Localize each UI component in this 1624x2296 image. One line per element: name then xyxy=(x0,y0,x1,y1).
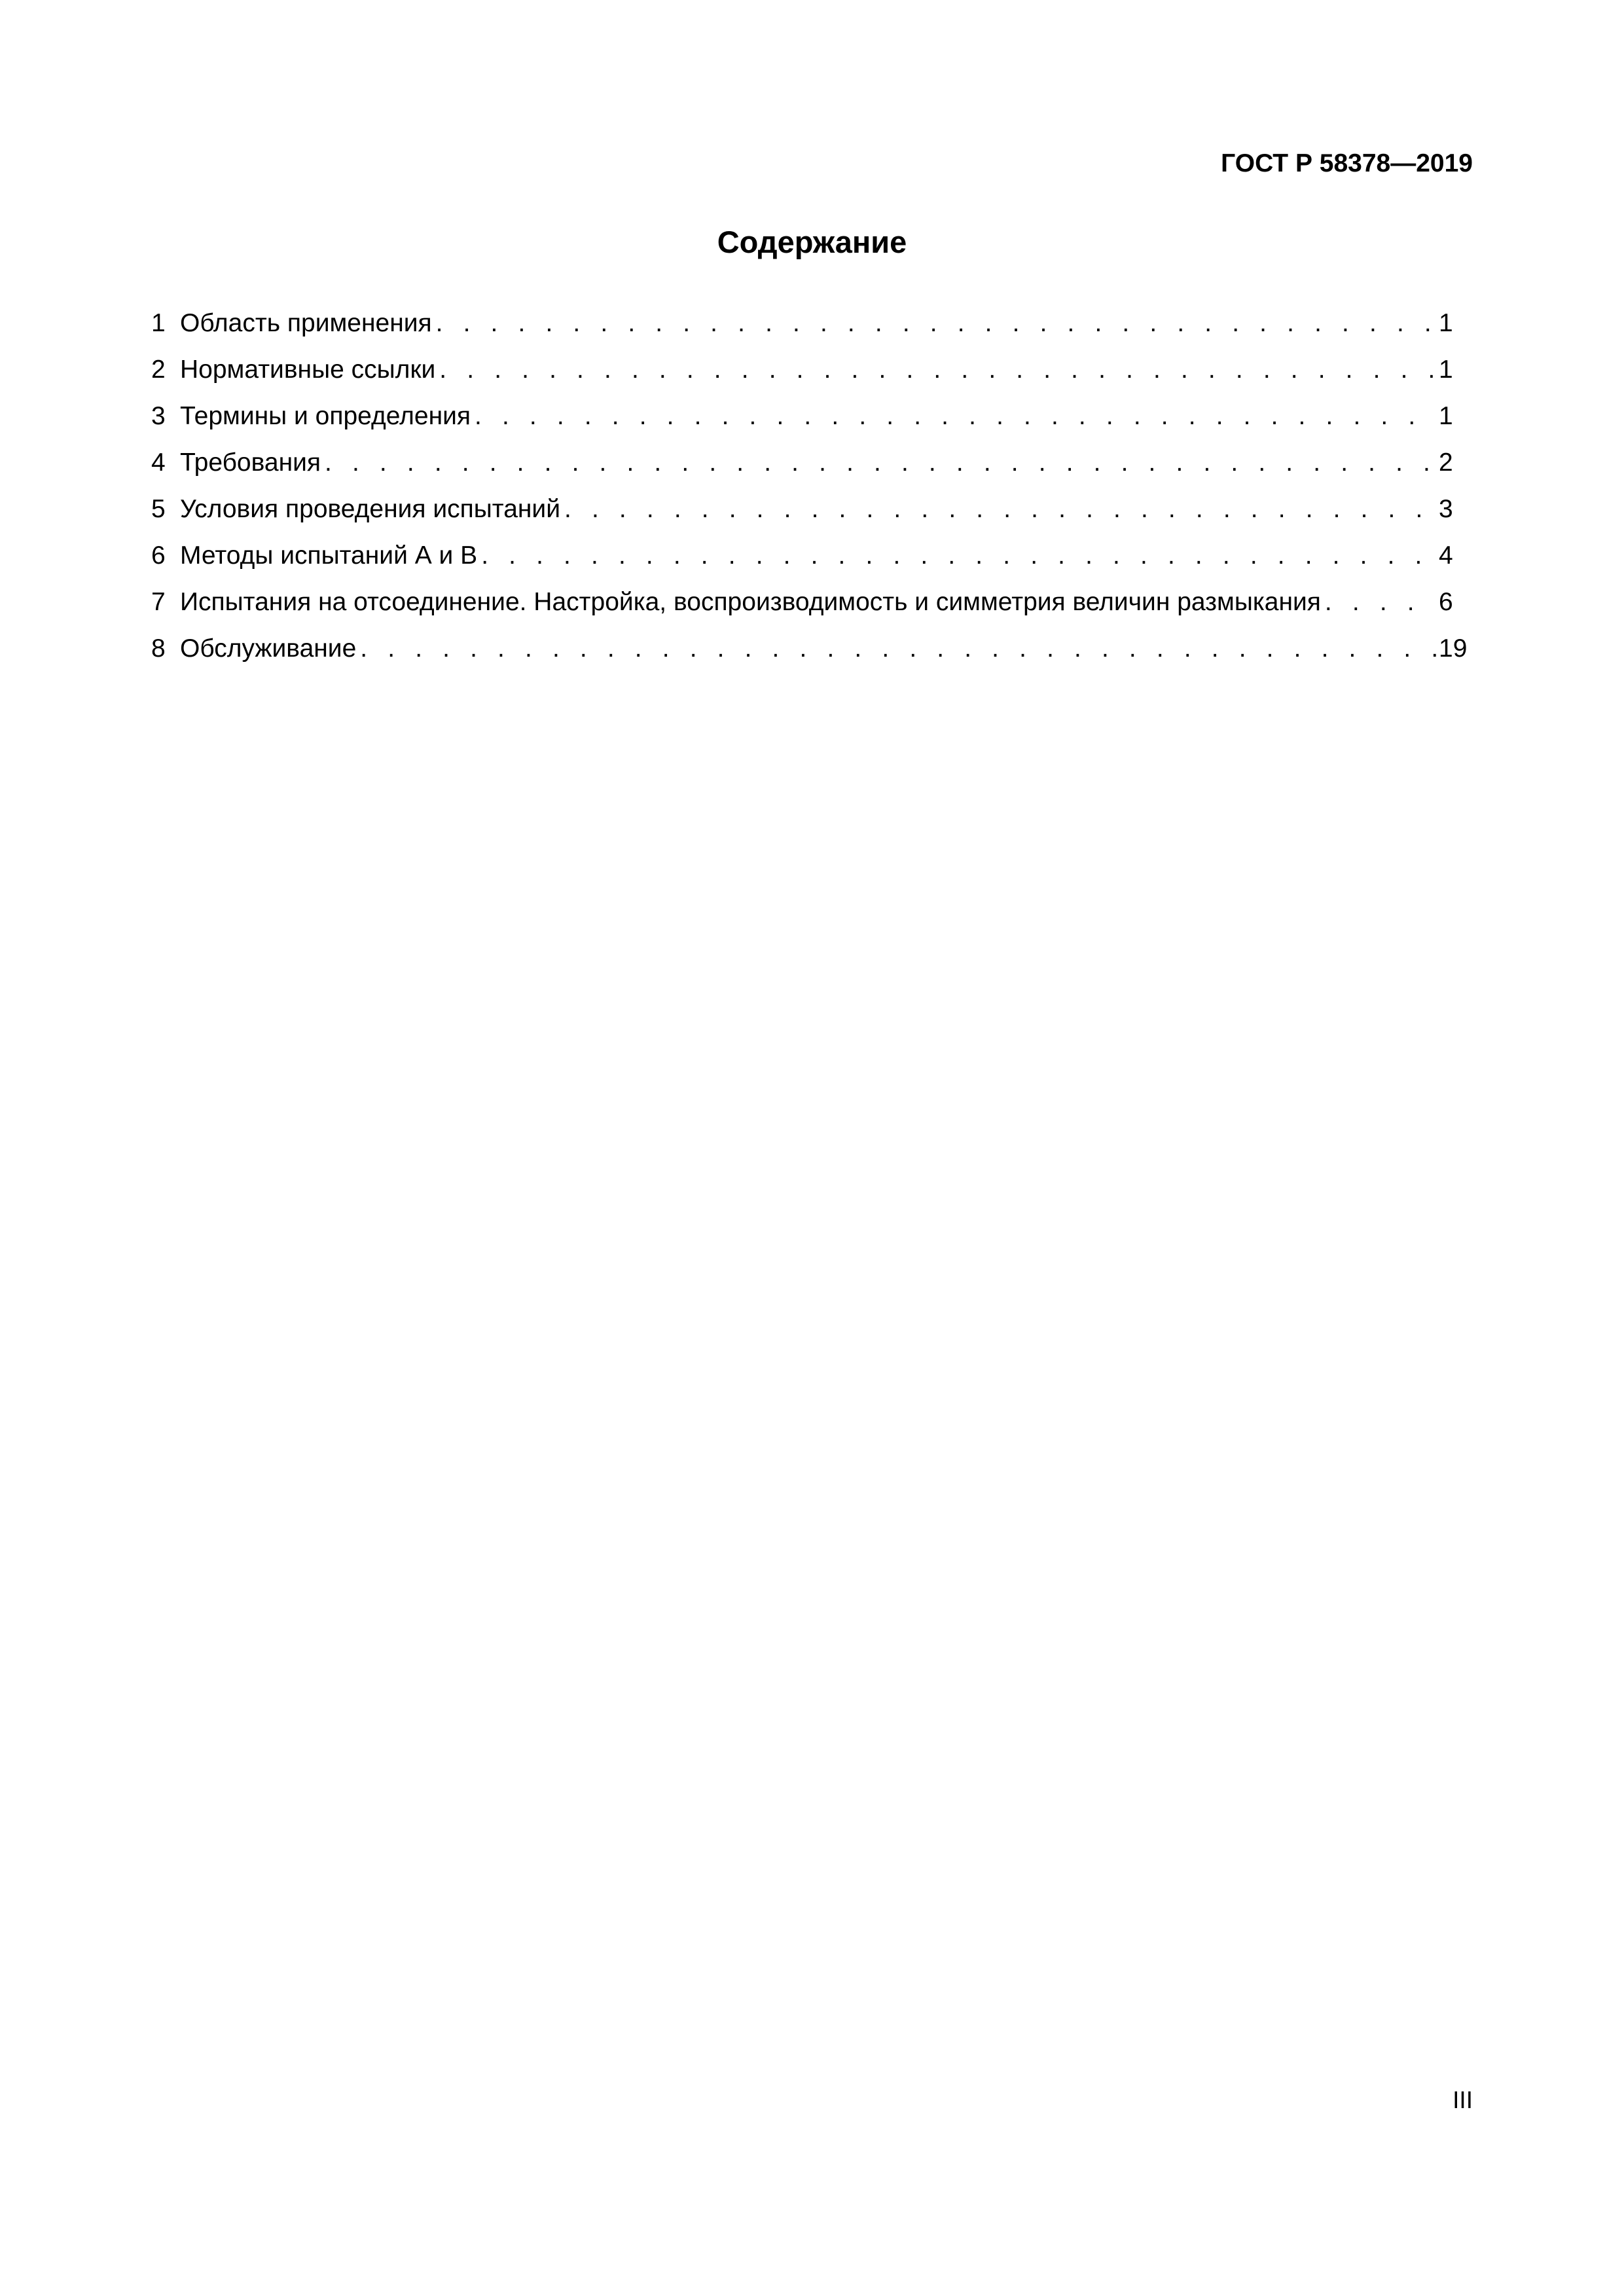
toc-item-page: 6 xyxy=(1439,588,1453,616)
toc-item-page: 1 xyxy=(1439,402,1453,430)
toc-leader-dots xyxy=(481,538,1437,574)
toc-item-number: 4 xyxy=(151,448,166,477)
toc-item-page: 4 xyxy=(1439,541,1453,570)
toc-item-title: Термины и определения xyxy=(180,402,471,430)
toc-item-page: 1 xyxy=(1439,355,1453,384)
toc-item-number: 1 xyxy=(151,309,166,337)
toc-item-title: Методы испытаний А и В xyxy=(180,541,478,570)
toc-item-title: Область применения xyxy=(180,309,432,337)
toc-item-number: 7 xyxy=(151,588,166,616)
toc-item[interactable] xyxy=(151,305,1473,352)
page-number: III xyxy=(1453,2086,1473,2113)
toc-leader-dots xyxy=(360,630,1437,667)
document-code: ГОСТ Р 58378—2019 xyxy=(1221,149,1473,177)
toc-item-number: 3 xyxy=(151,402,166,430)
toc-item-page: 3 xyxy=(1439,495,1453,523)
toc-leader-dots xyxy=(325,445,1437,481)
toc-item[interactable] xyxy=(151,491,1473,538)
toc-item[interactable] xyxy=(151,445,1473,491)
toc-item-number: 8 xyxy=(151,634,166,663)
toc-item-page: 2 xyxy=(1439,448,1453,477)
toc-item-number: 2 xyxy=(151,355,166,384)
toc-item[interactable] xyxy=(151,630,1473,677)
toc-item-number: 6 xyxy=(151,541,166,570)
toc-item-page: 19 xyxy=(1439,634,1468,663)
toc-item[interactable] xyxy=(151,584,1473,630)
toc-item[interactable] xyxy=(151,352,1473,398)
toc-leader-dots xyxy=(439,352,1437,388)
toc-item-title: Обслуживание xyxy=(180,634,357,663)
toc-item[interactable] xyxy=(151,398,1473,445)
toc-leader-dots xyxy=(436,305,1437,342)
toc-item-title: Условия проведения испытаний xyxy=(180,495,561,523)
toc-item-page: 1 xyxy=(1439,309,1453,337)
toc-leader-dots xyxy=(475,398,1437,435)
toc-leader-dots xyxy=(564,491,1437,528)
toc-title: Содержание xyxy=(717,225,907,259)
toc-item-title: Нормативные ссылки xyxy=(180,355,436,384)
toc-item-title: Испытания на отсоединение. Настройка, воспроизводимость и симметрия величин размыкания xyxy=(180,588,1321,616)
table-of-contents xyxy=(151,305,1473,677)
toc-leader-dots xyxy=(1325,584,1437,621)
toc-item[interactable] xyxy=(151,538,1473,584)
toc-item-number: 5 xyxy=(151,495,166,523)
toc-item-title: Требования xyxy=(180,448,321,477)
